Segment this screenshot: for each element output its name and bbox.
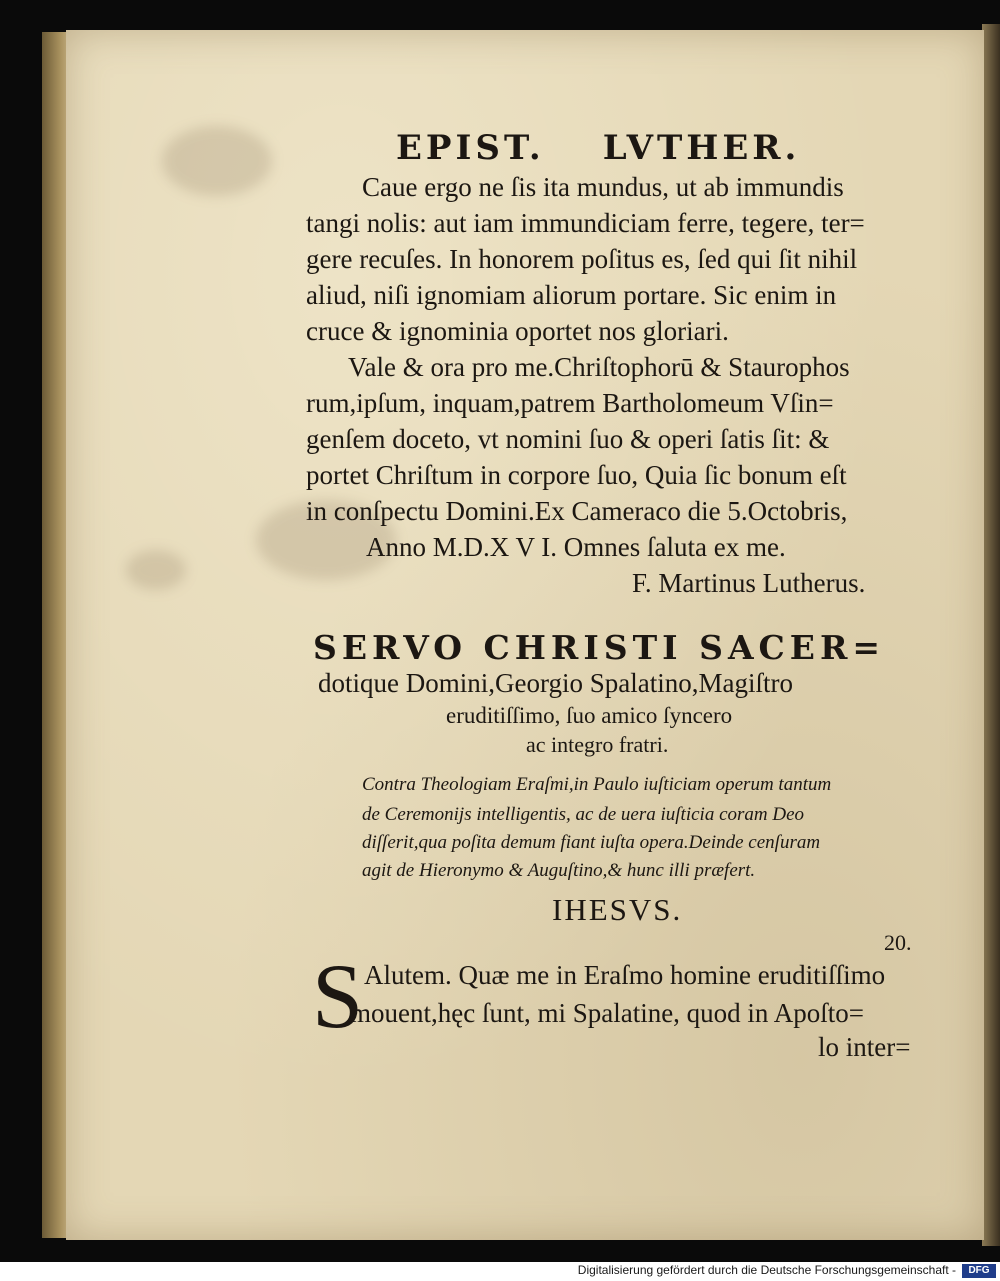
address-line: eruditiſſimo, ſuo amico ſyncero — [446, 703, 733, 728]
signature: F. Martinus Lutherus. — [632, 568, 866, 598]
body-line: aliud, niſi ignomiam aliorum portare. Sic enim in — [306, 280, 837, 310]
body-line: mouent,hęc ſunt, mi Spalatine, quod in Apoſto= — [350, 998, 864, 1028]
address-line: dotique Domini,Georgio Spalatino,Magiſtro — [318, 668, 793, 698]
summary-line: Contra Theologiam Eraſmi,in Paulo iuſticiam operum tantum — [362, 774, 832, 795]
drop-capital: S — [312, 945, 364, 1047]
summary-line: diſſerit,qua poſita demum fiant iuſta opera.Deinde cenſuram — [362, 832, 821, 853]
body-line: genſem doceto, vt nomini ſuo & operi ſatis ſit: & — [306, 424, 830, 454]
body-line: cruce & ignominia oportet nos gloriari. — [306, 316, 729, 346]
body-line: tangi nolis: aut iam immundiciam ferre, tegere, ter= — [306, 208, 865, 238]
folio-number: 20. — [884, 930, 912, 955]
body-line: Caue ergo ne ſis ita mundus, ut ab immundis — [362, 172, 844, 202]
address-line: ac integro fratri. — [526, 732, 669, 757]
catchword: lo inter= — [818, 1032, 911, 1062]
dfg-logo[interactable]: DFG — [962, 1264, 996, 1278]
body-line: in conſpectu Domini.Ex Cameraco die 5.Octobris, — [306, 496, 848, 526]
footer-credit: Digitalisierung gefördert durch die Deutsche Forschungsgemeinschaft - — [577, 1263, 956, 1277]
body-line: Alutem. Quæ me in Eraſmo homine eruditiſſimo — [364, 960, 886, 990]
running-head-left: EPIST. — [396, 128, 545, 168]
ink-smudge — [162, 126, 272, 196]
ink-smudge — [126, 550, 186, 590]
running-head-right: LVTHER. — [602, 128, 801, 168]
body-line: rum,ipſum, inquam,patrem Bartholomeum Vſin= — [306, 388, 834, 418]
page-edge — [982, 24, 1000, 1246]
address-heading: SERVO CHRISTI SACER= — [313, 628, 886, 667]
body-line: Vale & ora pro me.Chriſtophorū & Staurophos — [348, 352, 850, 382]
body-line: portet Chriſtum in corpore ſuo, Quia ſic bonum eſt — [306, 460, 847, 490]
body-line: gere recuſes. In honorem poſitus es, ſed qui ſit nihil — [306, 244, 858, 274]
running-head — [396, 128, 800, 168]
invocation: IHESVS. — [552, 892, 683, 927]
summary-line: agit de Hieronymo & Auguſtino,& hunc illi præfert. — [362, 860, 756, 881]
body-line: Anno M.D.X V I. Omnes ſaluta ex me. — [366, 532, 786, 562]
summary-line: de Ceremonijs intelligentis, ac de uera iuſticia coram Deo — [362, 804, 805, 825]
